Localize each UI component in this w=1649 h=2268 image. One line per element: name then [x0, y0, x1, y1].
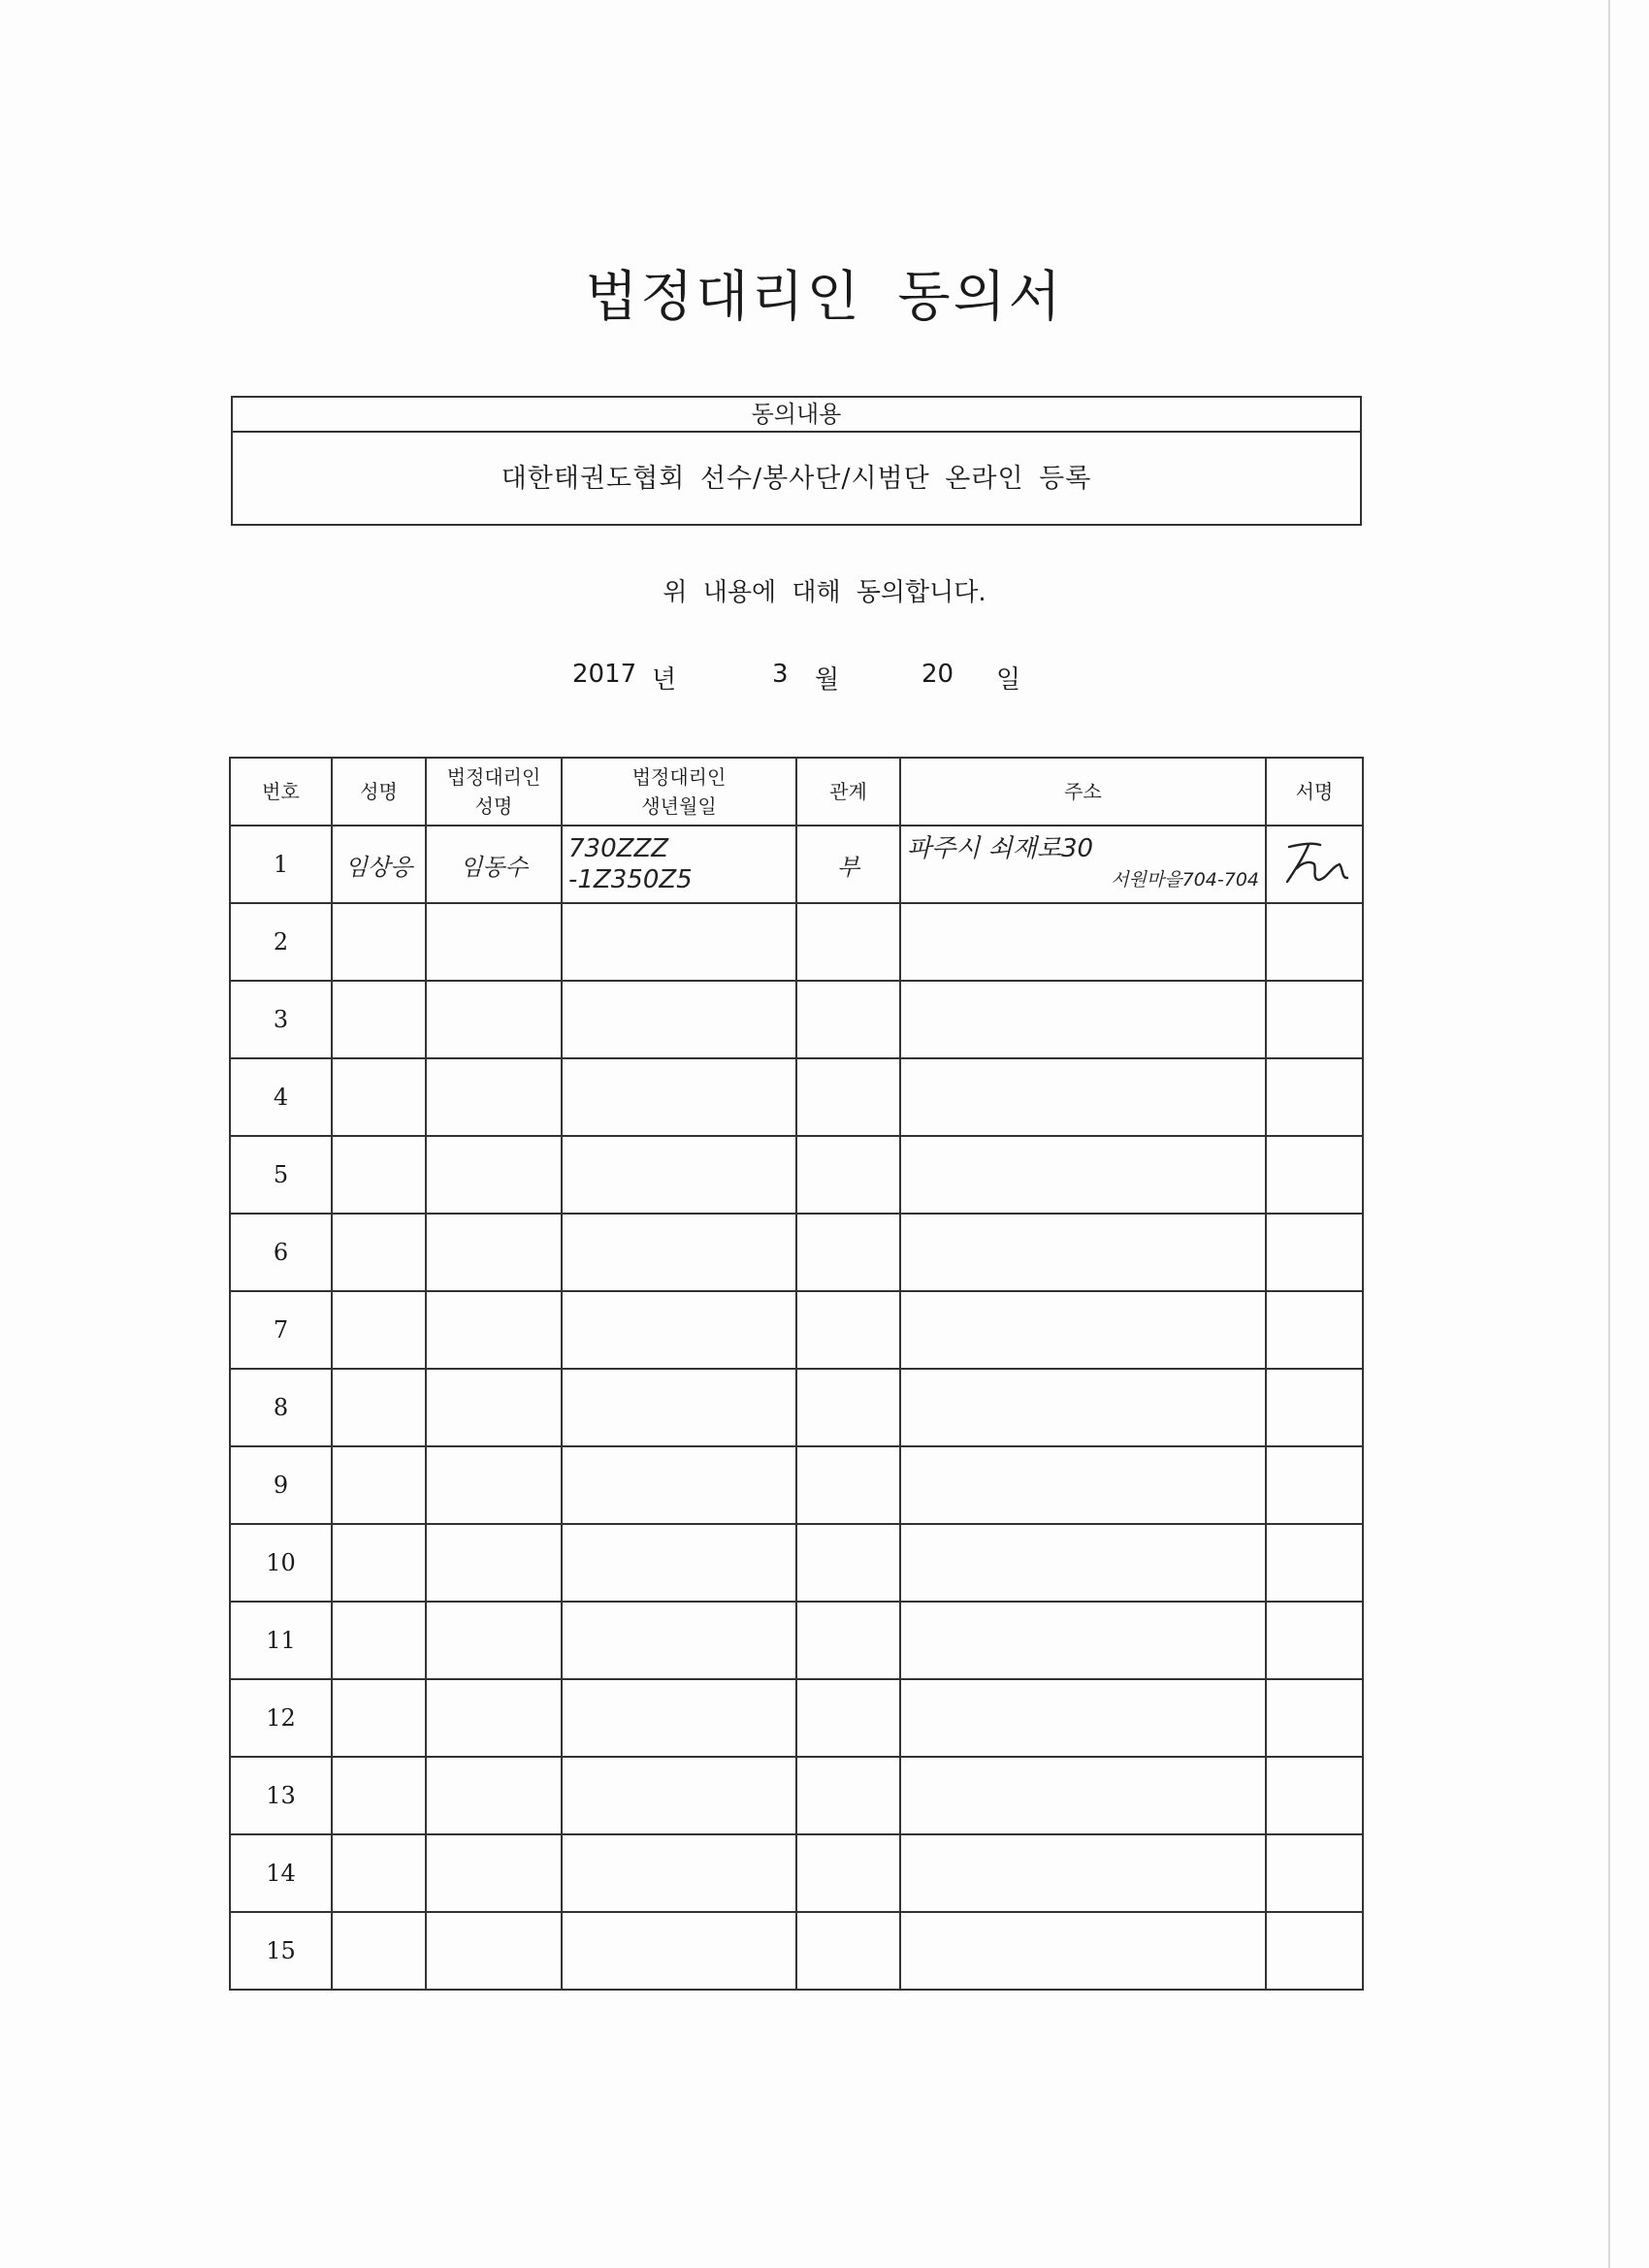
- table-row: [230, 1058, 1363, 1136]
- consent-header: 동의내용: [233, 398, 1360, 433]
- row-guardian-name: 임동수: [426, 826, 562, 903]
- table-row: [230, 1679, 1363, 1757]
- table-row: [230, 1524, 1363, 1602]
- table-row: [230, 1446, 1363, 1524]
- agree-statement: 위 내용에 대해 동의합니다.: [663, 578, 986, 607]
- table-row: [230, 1369, 1363, 1446]
- page-edge-line: [1608, 0, 1610, 2268]
- row-number: 8: [230, 1369, 332, 1446]
- consent-box: [231, 396, 1362, 526]
- row-relation: 부: [796, 826, 900, 903]
- header-guardian-name: [426, 758, 562, 826]
- date-month-unit: 월: [815, 665, 840, 695]
- header-signature: 서명: [1266, 758, 1363, 826]
- table-row: [230, 981, 1363, 1058]
- row-signature: [1266, 826, 1363, 903]
- row-number: 6: [230, 1214, 332, 1291]
- document-title: 법정대리인 동의서: [585, 266, 1064, 329]
- row-number: 4: [230, 1058, 332, 1136]
- header-guardian-name-line1: 법정대리인: [446, 765, 541, 789]
- table-row: [230, 1291, 1363, 1369]
- row-number: 5: [230, 1136, 332, 1214]
- row-birth-line1: 730ZZZ: [568, 834, 669, 863]
- row-number: 2: [230, 903, 332, 981]
- header-guardian-birth-line2: 생년월일: [641, 794, 717, 818]
- row-number: 1: [230, 826, 332, 903]
- table-row: [230, 826, 1363, 903]
- row-number: 12: [230, 1679, 332, 1757]
- signature-table: [229, 757, 1364, 1991]
- row-address-line2: 서원마을704-704: [1111, 869, 1259, 891]
- table-row: [230, 1912, 1363, 1990]
- row-address-line1: 파주시 쇠재로30: [907, 834, 1094, 863]
- row-number: 15: [230, 1912, 332, 1990]
- header-guardian-name-line2: 성명: [474, 794, 513, 818]
- row-number: 3: [230, 981, 332, 1058]
- table-row: [230, 1214, 1363, 1291]
- date-year: 2017: [572, 660, 637, 689]
- row-birth-line2: -1Z350Z5: [568, 865, 693, 894]
- row-number: 11: [230, 1602, 332, 1679]
- table-row: [230, 1757, 1363, 1834]
- row-guardian-birth: [562, 826, 796, 903]
- row-number: 9: [230, 1446, 332, 1524]
- row-number: 7: [230, 1291, 332, 1369]
- row-address: [900, 826, 1266, 903]
- table-row: [230, 903, 1363, 981]
- table-header-row: [230, 758, 1363, 826]
- header-guardian-birth-line1: 법정대리인: [631, 765, 727, 789]
- table-row: [230, 1602, 1363, 1679]
- handwritten-signature: [1276, 835, 1353, 893]
- header-relation: 관계: [796, 758, 900, 826]
- date-year-unit: 년: [652, 665, 677, 695]
- row-name: 임상응: [332, 826, 426, 903]
- row-number: 13: [230, 1757, 332, 1834]
- date-day-unit: 일: [996, 665, 1021, 695]
- header-address: 주소: [900, 758, 1266, 826]
- date-month: 3: [772, 660, 789, 689]
- date-day: 20: [922, 660, 954, 689]
- consent-body: 대한태권도협회 선수/봉사단/시범단 온라인 등록: [501, 464, 1092, 494]
- table-row: [230, 1136, 1363, 1214]
- row-number: 10: [230, 1524, 332, 1602]
- header-guardian-birth: [562, 758, 796, 826]
- header-name: 성명: [332, 758, 426, 826]
- table-row: [230, 1834, 1363, 1912]
- row-number: 14: [230, 1834, 332, 1912]
- header-number: 번호: [230, 758, 332, 826]
